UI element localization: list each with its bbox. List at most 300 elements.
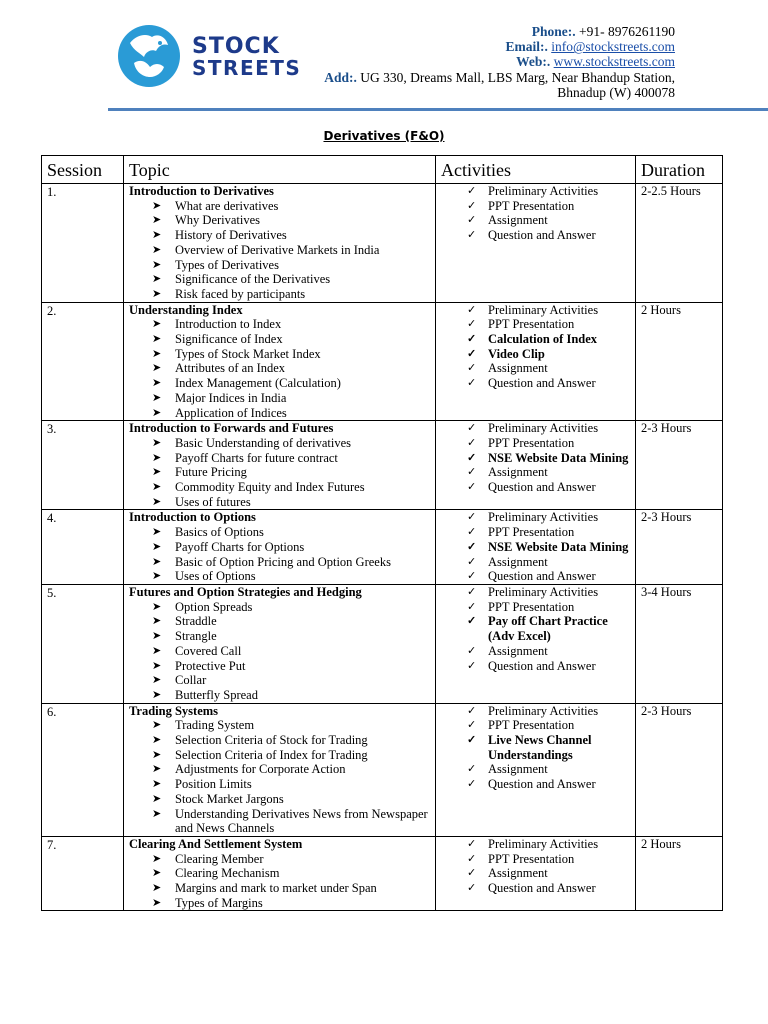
activities-cell <box>436 836 636 911</box>
activity-item <box>441 361 630 376</box>
subitem-text: Application of Indices <box>175 405 287 420</box>
subitem-text: Selection Criteria of Stock for Trading <box>175 733 368 748</box>
arrow-bullet-icon: ➤ <box>152 347 162 360</box>
table-row <box>42 421 723 510</box>
arrow-bullet-icon: ➤ <box>152 466 162 479</box>
arrow-bullet-icon: ➤ <box>152 778 162 791</box>
topic-subitems <box>129 600 430 703</box>
address-line2: Bhnadup (W) 400078 <box>557 84 675 100</box>
topic-subitem <box>129 199 430 214</box>
phone-label: Phone <box>531 24 568 39</box>
topic-subitem <box>129 614 430 629</box>
topic-subitem <box>129 376 430 391</box>
arrow-bullet-icon: ➤ <box>152 526 162 539</box>
checkmark-icon: ✓ <box>467 214 477 227</box>
topic-subitem <box>129 332 430 347</box>
subitem-text: History of Derivatives <box>175 228 287 243</box>
activity-item <box>441 480 630 495</box>
arrow-bullet-icon: ➤ <box>152 318 162 331</box>
checkmark-icon: ✓ <box>467 199 477 212</box>
arrow-bullet-icon: ➤ <box>152 674 162 687</box>
header-duration: Duration <box>636 156 723 184</box>
checkmark-icon: ✓ <box>467 852 477 865</box>
activity-item <box>441 540 630 555</box>
arrow-bullet-icon: ➤ <box>152 600 162 613</box>
topic-subitem <box>129 896 430 911</box>
web-label: Web:. <box>516 54 554 70</box>
arrow-bullet-icon: ➤ <box>152 763 162 776</box>
topic-subitem <box>129 644 430 659</box>
activity-text: Video Clip <box>488 346 545 361</box>
session-number: 2. <box>42 302 124 421</box>
topic-cell <box>124 421 436 510</box>
topic-cell <box>124 510 436 585</box>
session-number: 1. <box>42 184 124 303</box>
table-row <box>42 836 723 911</box>
website-link[interactable]: www.stockstreets.com <box>553 54 675 70</box>
address-line1 <box>255 70 675 85</box>
checkmark-icon: ✓ <box>467 185 477 197</box>
activity-text: Preliminary Activities <box>488 584 599 599</box>
subitem-text: Clearing Mechanism <box>175 866 280 881</box>
course-table <box>41 155 723 911</box>
checkmark-icon: ✓ <box>467 451 477 464</box>
duration: 2-3 Hours <box>636 703 723 836</box>
topic-subitems <box>129 718 430 836</box>
subitem-text: Attributes of an Index <box>175 361 286 376</box>
topic-cell <box>124 703 436 836</box>
arrow-bullet-icon: ➤ <box>152 540 162 553</box>
activities-cell <box>436 584 636 703</box>
arrow-bullet-icon: ➤ <box>152 362 162 375</box>
subitem-text: Why Derivatives <box>175 213 261 228</box>
arrow-bullet-icon: ➤ <box>152 719 162 732</box>
subitem-text: Payoff Charts for Options <box>175 539 305 554</box>
topic-subitems <box>129 436 430 510</box>
header-activities: Activities <box>436 156 636 184</box>
arrow-bullet-icon: ➤ <box>152 659 162 672</box>
activity-item <box>441 555 630 570</box>
web-line <box>255 54 675 69</box>
activity-text: Preliminary Activities <box>488 184 599 198</box>
address-text-1: UG 330, Dreams Mall, LBS Marg, Near Bhandup Station, <box>360 69 675 85</box>
arrow-bullet-icon: ➤ <box>152 214 162 227</box>
activity-item <box>441 644 630 659</box>
activity-item <box>441 213 630 228</box>
activity-item <box>441 837 630 852</box>
arrow-bullet-icon: ➤ <box>152 258 162 271</box>
table-body <box>42 184 723 911</box>
arrow-bullet-icon: ➤ <box>152 748 162 761</box>
topic-cell <box>124 302 436 421</box>
topic-subitem <box>129 852 430 867</box>
activity-item <box>441 436 630 451</box>
activity-text: Assignment <box>488 643 548 658</box>
subitem-text: Selection Criteria of Index for Trading <box>175 747 368 762</box>
subitem-text: Types of Stock Market Index <box>175 346 321 361</box>
checkmark-icon: ✓ <box>467 422 477 435</box>
arrow-bullet-icon: ➤ <box>152 481 162 494</box>
topic-subitem <box>129 629 430 644</box>
session-number: 7. <box>42 836 124 911</box>
activity-text: Calculation of Index <box>488 332 598 347</box>
subitem-text: Butterfly Spread <box>175 687 258 702</box>
topic-subitem <box>129 361 430 376</box>
topic-subitem <box>129 748 430 763</box>
arrow-bullet-icon: ➤ <box>152 688 162 701</box>
activity-item <box>441 585 630 600</box>
checkmark-icon: ✓ <box>467 837 477 850</box>
checkmark-icon: ✓ <box>467 347 477 360</box>
topic-cell <box>124 184 436 303</box>
activity-list <box>441 303 630 391</box>
arrow-bullet-icon: ➤ <box>152 644 162 657</box>
activity-item <box>441 614 630 643</box>
topic-subitems <box>129 852 430 911</box>
topic-subitem <box>129 213 430 228</box>
duration: 3-4 Hours <box>636 584 723 703</box>
subitem-text: Basics of Options <box>175 525 264 540</box>
topic-subitem <box>129 673 430 688</box>
topic-subitem <box>129 688 430 703</box>
topic-subitem <box>129 347 430 362</box>
checkmark-icon: ✓ <box>467 526 477 539</box>
activity-item <box>441 184 630 199</box>
activity-list <box>441 510 630 584</box>
activity-text: PPT Presentation <box>488 435 575 450</box>
checkmark-icon: ✓ <box>467 734 477 747</box>
header-topic: Topic <box>124 156 436 184</box>
arrow-bullet-icon: ➤ <box>152 852 162 865</box>
checkmark-icon: ✓ <box>467 585 477 598</box>
topic-cell <box>124 836 436 911</box>
topic-subitem <box>129 243 430 258</box>
subitem-text: Position Limits <box>175 777 252 792</box>
activities-cell <box>436 510 636 585</box>
activity-item <box>441 465 630 480</box>
subitem-text: Significance of the Derivatives <box>175 272 331 287</box>
table-row <box>42 302 723 421</box>
checkmark-icon: ✓ <box>467 362 477 375</box>
header-session: Session <box>42 156 124 184</box>
arrow-bullet-icon: ➤ <box>152 495 162 508</box>
email-label: Email:. <box>505 39 552 55</box>
topic-subitems <box>129 317 430 420</box>
table-row <box>42 510 723 585</box>
activity-text: Question and Answer <box>488 376 596 391</box>
activity-list <box>441 704 630 792</box>
activity-text: Question and Answer <box>488 228 596 243</box>
activity-item <box>441 303 630 318</box>
arrow-bullet-icon: ➤ <box>152 406 162 419</box>
document-title-text: Derivatives (F&O) <box>323 129 445 143</box>
arrow-bullet-icon: ➤ <box>152 615 162 628</box>
subitem-text: Basic Understanding of derivatives <box>175 435 351 450</box>
activity-text: PPT Presentation <box>488 525 575 540</box>
activity-item <box>441 510 630 525</box>
arrow-bullet-icon: ➤ <box>152 555 162 568</box>
table-header-row <box>42 156 723 184</box>
topic-subitems <box>129 199 430 302</box>
arrow-bullet-icon: ➤ <box>152 391 162 404</box>
checkmark-icon: ✓ <box>467 704 477 717</box>
email-line <box>255 39 675 54</box>
topic-subitem <box>129 317 430 332</box>
activity-item <box>441 733 630 762</box>
checkmark-icon: ✓ <box>467 600 477 613</box>
activity-text: Assignment <box>488 465 548 480</box>
checkmark-icon: ✓ <box>467 555 477 568</box>
arrow-bullet-icon: ➤ <box>152 229 162 242</box>
activity-text: Question and Answer <box>488 881 596 896</box>
activity-item <box>441 228 630 243</box>
activity-item <box>441 332 630 347</box>
subitem-text: Basic of Option Pricing and Option Greeks <box>175 554 391 569</box>
checkmark-icon: ✓ <box>467 481 477 494</box>
checkmark-icon: ✓ <box>467 318 477 331</box>
address-label: Add:. <box>324 69 361 85</box>
activity-list <box>441 837 630 896</box>
arrow-bullet-icon: ➤ <box>152 896 162 909</box>
activity-text: Assignment <box>488 554 548 569</box>
activities-cell <box>436 184 636 303</box>
subitem-text: Payoff Charts for future contract <box>175 450 338 465</box>
subitem-text: What are derivatives <box>175 198 279 213</box>
topic-subitem <box>129 465 430 480</box>
topic-subitem <box>129 287 430 302</box>
activity-text: Question and Answer <box>488 777 596 792</box>
subitem-text: Overview of Derivative Markets in India <box>175 242 380 257</box>
activity-item <box>441 866 630 881</box>
activity-text: Preliminary Activities <box>488 302 599 317</box>
table-row <box>42 703 723 836</box>
subitem-text: Collar <box>175 673 207 688</box>
duration: 2-2.5 Hours <box>636 184 723 303</box>
topic-subitem <box>129 272 430 287</box>
activity-text: PPT Presentation <box>488 599 575 614</box>
arrow-bullet-icon: ➤ <box>152 807 162 820</box>
document-title <box>0 129 768 143</box>
topic-subitem <box>129 762 430 777</box>
subitem-text: Major Indices in India <box>175 390 287 405</box>
activity-item <box>441 376 630 391</box>
subitem-text: Straddle <box>175 614 217 629</box>
topic-subitem <box>129 718 430 733</box>
checkmark-icon: ✓ <box>467 303 477 316</box>
activity-item <box>441 600 630 615</box>
subitem-text: Trading System <box>175 718 255 733</box>
checkmark-icon: ✓ <box>467 229 477 242</box>
activities-cell <box>436 302 636 421</box>
session-number: 3. <box>42 421 124 510</box>
activity-text: Preliminary Activities <box>488 836 599 851</box>
topic-title: Futures and Option Strategies and Hedging <box>129 584 362 599</box>
arrow-bullet-icon: ➤ <box>152 287 162 300</box>
topic-subitem <box>129 451 430 466</box>
arrow-bullet-icon: ➤ <box>152 570 162 583</box>
brand-name-line2: STREETS <box>192 56 302 80</box>
subitem-text: Protective Put <box>175 658 246 673</box>
subitem-text: Option Spreads <box>175 599 253 614</box>
activity-item <box>441 421 630 436</box>
activity-text: Question and Answer <box>488 658 596 673</box>
checkmark-icon: ✓ <box>467 436 477 449</box>
phone-value: +91- 8976261190 <box>579 24 675 39</box>
topic-subitem <box>129 807 430 836</box>
subitem-text: Commodity Equity and Index Futures <box>175 480 365 495</box>
activity-text: Assignment <box>488 213 548 228</box>
activity-text: NSE Website Data Mining <box>488 539 629 554</box>
topic-subitem <box>129 391 430 406</box>
checkmark-icon: ✓ <box>467 778 477 791</box>
arrow-bullet-icon: ➤ <box>152 734 162 747</box>
activity-item <box>441 718 630 733</box>
topic-subitem <box>129 525 430 540</box>
duration: 2-3 Hours <box>636 510 723 585</box>
subitem-text: Future Pricing <box>175 465 247 480</box>
topic-title: Clearing And Settlement System <box>129 836 303 851</box>
activity-item <box>441 852 630 867</box>
topic-subitem <box>129 406 430 421</box>
session-number: 4. <box>42 510 124 585</box>
arrow-bullet-icon: ➤ <box>152 333 162 346</box>
subitem-text: Clearing Member <box>175 851 264 866</box>
activity-text: PPT Presentation <box>488 198 575 213</box>
arrow-bullet-icon: ➤ <box>152 630 162 643</box>
checkmark-icon: ✓ <box>467 867 477 880</box>
subitem-text: Risk faced by participants <box>175 286 306 301</box>
activities-cell <box>436 421 636 510</box>
checkmark-icon: ✓ <box>467 333 477 346</box>
subitem-text: Stock Market Jargons <box>175 791 284 806</box>
checkmark-icon: ✓ <box>467 570 477 583</box>
activity-text: Question and Answer <box>488 480 596 495</box>
topic-subitem <box>129 540 430 555</box>
arrow-bullet-icon: ➤ <box>152 867 162 880</box>
topic-subitem <box>129 495 430 510</box>
checkmark-icon: ✓ <box>467 540 477 553</box>
table-row <box>42 184 723 303</box>
activity-item <box>441 777 630 792</box>
session-number: 6. <box>42 703 124 836</box>
duration: 2 Hours <box>636 302 723 421</box>
checkmark-icon: ✓ <box>467 719 477 732</box>
arrow-bullet-icon: ➤ <box>152 199 162 212</box>
subitem-text: Types of Derivatives <box>175 257 279 272</box>
arrow-bullet-icon: ➤ <box>152 377 162 390</box>
topic-subitem <box>129 777 430 792</box>
activity-list <box>441 585 630 673</box>
duration: 2-3 Hours <box>636 421 723 510</box>
activity-item <box>441 881 630 896</box>
arrow-bullet-icon: ➤ <box>152 273 162 286</box>
contact-block <box>255 24 675 100</box>
activity-text: PPT Presentation <box>488 851 575 866</box>
session-number: 5. <box>42 584 124 703</box>
subitem-text: Covered Call <box>175 643 242 658</box>
topic-subitem <box>129 436 430 451</box>
arrow-bullet-icon: ➤ <box>152 451 162 464</box>
subitem-text: Introduction to Index <box>175 317 282 332</box>
activity-item <box>441 451 630 466</box>
activity-text: Preliminary Activities <box>488 510 599 525</box>
activity-text: Question and Answer <box>488 569 596 584</box>
activity-text: Assignment <box>488 361 548 376</box>
subitem-text: Margins and mark to market under Span <box>175 881 377 896</box>
activity-list <box>441 421 630 495</box>
activity-text: PPT Presentation <box>488 718 575 733</box>
brand-name-line1: STOCK <box>192 34 280 59</box>
checkmark-icon: ✓ <box>467 763 477 776</box>
header-divider <box>108 108 768 111</box>
activity-text: Assignment <box>488 762 548 777</box>
activity-text: Preliminary Activities <box>488 703 599 718</box>
phone-line <box>255 24 675 39</box>
subitem-text: Understanding Derivatives News from Newspaper and News Channels <box>175 806 428 836</box>
checkmark-icon: ✓ <box>467 511 477 524</box>
activities-cell <box>436 703 636 836</box>
topic-title: Trading Systems <box>129 703 219 718</box>
topic-title: Introduction to Options <box>129 510 256 525</box>
activity-text: Pay off Chart Practice (Adv Excel) <box>488 614 608 644</box>
topic-subitem <box>129 480 430 495</box>
subitem-text: Strangle <box>175 629 217 644</box>
topic-subitem <box>129 258 430 273</box>
checkmark-icon: ✓ <box>467 466 477 479</box>
subitem-text: Types of Margins <box>175 895 263 910</box>
activity-item <box>441 762 630 777</box>
checkmark-icon: ✓ <box>467 644 477 657</box>
activity-item <box>441 569 630 584</box>
checkmark-icon: ✓ <box>467 615 477 628</box>
topic-subitem <box>129 881 430 896</box>
checkmark-icon: ✓ <box>467 659 477 672</box>
activity-item <box>441 199 630 214</box>
topic-subitem <box>129 659 430 674</box>
topic-subitem <box>129 866 430 881</box>
arrow-bullet-icon: ➤ <box>152 792 162 805</box>
activity-list <box>441 184 630 243</box>
topic-subitem <box>129 228 430 243</box>
activity-item <box>441 659 630 674</box>
topic-cell <box>124 584 436 703</box>
topic-title: Introduction to Forwards and Futures <box>129 421 334 436</box>
arrow-bullet-icon: ➤ <box>152 243 162 256</box>
topic-subitem <box>129 792 430 807</box>
activity-text: PPT Presentation <box>488 317 575 332</box>
activity-item <box>441 347 630 362</box>
subitem-text: Adjustments for Corporate Action <box>175 762 346 777</box>
topic-subitem <box>129 555 430 570</box>
topic-title: Introduction to Derivatives <box>129 184 274 198</box>
topic-subitem <box>129 600 430 615</box>
topic-subitem <box>129 733 430 748</box>
activity-text: Assignment <box>488 866 548 881</box>
activity-text: NSE Website Data Mining <box>488 450 629 465</box>
activity-text: Live News Channel Understandings <box>488 733 592 762</box>
subitem-text: Uses of futures <box>175 494 251 509</box>
topic-subitem <box>129 569 430 584</box>
activity-text: Preliminary Activities <box>488 421 599 436</box>
topic-title: Understanding Index <box>129 302 243 317</box>
arrow-bullet-icon: ➤ <box>152 436 162 449</box>
activity-item <box>441 704 630 719</box>
bull-bear-globe-icon <box>116 23 182 89</box>
topic-subitems <box>129 525 430 584</box>
email-link[interactable]: info@stockstreets.com <box>551 39 675 55</box>
subitem-text: Significance of Index <box>175 332 283 347</box>
checkmark-icon: ✓ <box>467 882 477 895</box>
